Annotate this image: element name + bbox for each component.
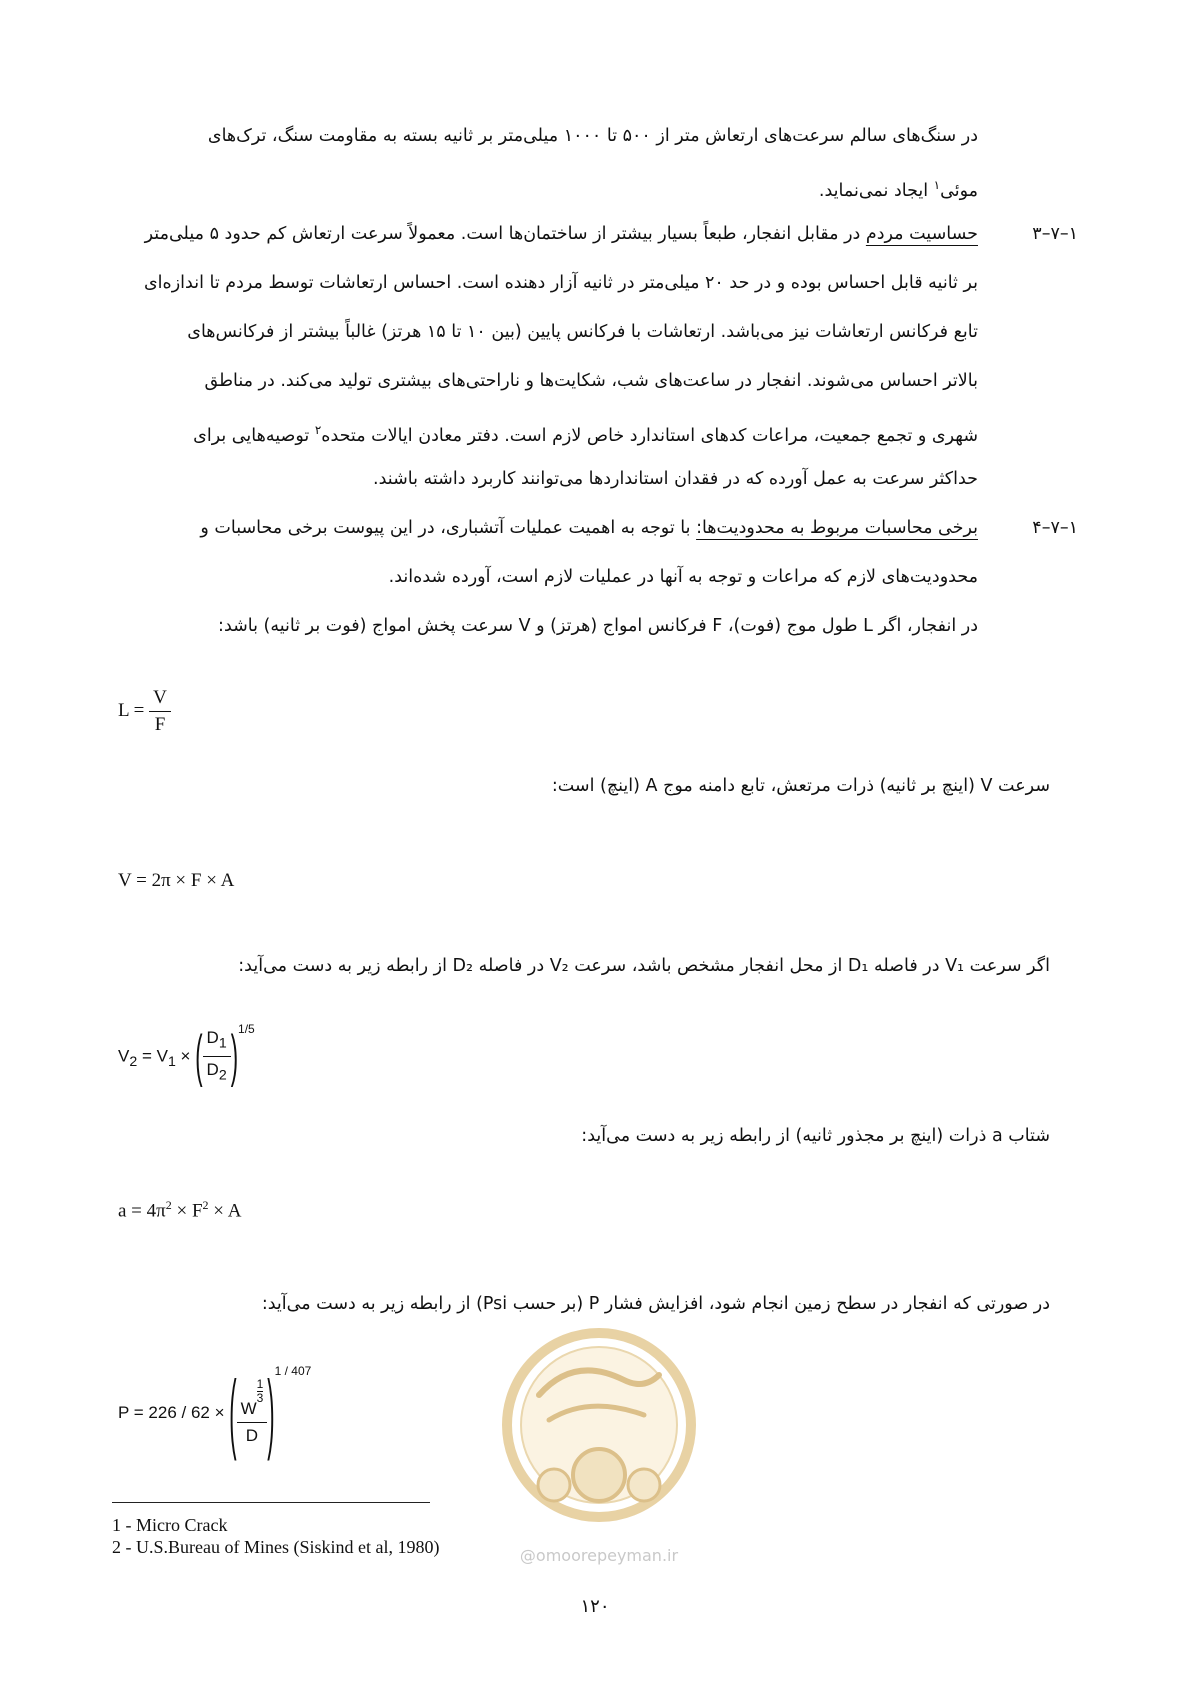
footnote-2: 2 - U.S.Bureau of Mines (Siskind et al, 1980): [112, 1537, 440, 1557]
formula-5-numerator: W $\frac{1}{3}$: [237, 1378, 268, 1423]
formula-5-exponent: 1 / 407: [274, 1364, 312, 1379]
acceleration-paragraph: شتاب a ذرات (اینچ بر مجذور ثانیه) از رابطه زیر به دست می‌آید:: [581, 1126, 1050, 1146]
page-number: ۱۲۰: [580, 1596, 610, 1617]
section-number-4: ۱–۷–۴: [1032, 518, 1078, 538]
formula-velocity: V = 2π × F × A: [118, 870, 235, 891]
section-3-line-3: تابع فرکانس ارتعاشات نیز می‌باشد. ارتعاشات با فرکانس پایین (بین ۱۰ تا ۱۵ هرتز) غالباً بیشتر از فرکانس‌های: [187, 322, 978, 342]
section-4-line-2: محدودیت‌های لازم که مراعات و توجه به آنها در عملیات لازم است، آورده شده‌اند.: [388, 567, 978, 587]
formula-distance-scaling: [118, 1021, 255, 1089]
formula-5-open-paren: (: [229, 1361, 237, 1462]
intro-line-1: در سنگ‌های سالم سرعت‌های ارتعاش متر از ۵۰۰ تا ۱۰۰۰ میلی‌متر بر ثانیه بسته به مقاومت سنگ، ترک‌های: [207, 126, 978, 146]
formula-3-times: ×: [175, 1046, 191, 1066]
watermark-text: @omoorepeyman.ir: [519, 1546, 679, 1565]
formula-3-v1-sub: 1: [167, 1053, 176, 1070]
formula-3-denominator: $D_2$: [206, 1060, 227, 1084]
formula-3-v2: V: [118, 1046, 130, 1066]
footnote-1: 1 - Micro Crack: [112, 1515, 228, 1535]
distance-paragraph: اگر سرعت V₁ در فاصله D₁ از محل انفجار مشخص باشد، سرعت V₂ در فاصله D₂ از رابطه زیر به دست می‌آید:: [238, 956, 1050, 976]
formula-pressure: [118, 1361, 312, 1462]
formula-3-close-paren: ): [230, 1023, 239, 1089]
section-3-line-4: بالاتر احساس می‌شوند. انفجار در ساعت‌های شب، شکایت‌ها و ناراحتی‌های بیشتری تولید می‌کند. در مناطق: [204, 371, 978, 391]
section-3-line-5: [108, 406, 978, 461]
footnote-ref-2: ۲: [314, 423, 322, 437]
formula-3-fraction: [203, 1025, 231, 1089]
formula-1-lhs: L =: [118, 699, 145, 721]
intro-rest: ایجاد نمی‌نماید.: [818, 180, 934, 201]
formula-5-denominator: D: [245, 1426, 259, 1445]
intro-term: موئی: [940, 180, 978, 201]
formula-3-v2-sub: 2: [129, 1053, 138, 1070]
section-3-line-2: بر ثانیه قابل احساس بوده و در حد ۲۰ میلی‌متر در ثانیه آزار دهنده است. احساس ارتعاشات توسط مردم تا اندازه‌ای: [143, 273, 978, 293]
section-4-title: برخی محاسبات مربوط به محدودیت‌ها:: [696, 518, 978, 538]
formula-3-open-paren: (: [195, 1023, 203, 1089]
watermark-emblem-icon: [494, 1325, 704, 1540]
formula-1-fraction: [149, 685, 171, 738]
section-3-text-5b: توصیه‌هایی برای: [193, 425, 315, 446]
section-3-title: حساسیت مردم: [865, 224, 978, 244]
formula-acceleration: $a = 4\pi^2 \times F^2 \times A$: [118, 1198, 242, 1222]
formula-5-lhs: P = 226 / 62 ×: [118, 1402, 225, 1422]
velocity-paragraph: سرعت V (اینچ بر ثانیه) ذرات مرتعش، تابع دامنه موج A (اینچ) است:: [551, 776, 1050, 796]
section-3-text-1: در مقابل انفجار، طبعاً بسیار بیشتر از ساختمان‌ها است. معمولاً سرعت ارتعاش کم حدود ۵ میلی‌متر: [144, 224, 866, 244]
section-3-text-5a: شهری و تجمع جمعیت، مراعات کدهای استاندارد خاص لازم است. دفتر معادن ایالات متحده: [321, 425, 978, 446]
section-4-line-3: در انفجار، اگر L طول موج (فوت)، F فرکانس امواج (هرتز) و V سرعت پخش امواج (فوت بر ثانیه) باشد:: [218, 616, 978, 636]
formula-wavelength: [118, 685, 171, 738]
formula-3-exponent: 1/5: [238, 1021, 255, 1036]
formula-3-numerator: $D_1$: [203, 1025, 231, 1057]
intro-line-2: [108, 161, 978, 216]
footnote-ref-1: ۱: [933, 178, 941, 192]
section-3-line-1: [108, 210, 978, 259]
formula-3-eq: = V: [137, 1046, 168, 1066]
formula-1-numerator: V: [149, 685, 171, 712]
pressure-paragraph: در صورتی که انفجار در سطح زمین انجام شود، افزایش فشار P (بر حسب Psi) از رابطه زیر به دست می‌آید:: [261, 1294, 1050, 1314]
formula-5-close-paren: ): [267, 1361, 275, 1462]
watermark-logo: [494, 1325, 704, 1565]
section-4-text-1: با توجه به اهمیت عملیات آتشباری، در این پیوست برخی محاسبات و: [200, 518, 697, 538]
section-3-line-6: حداکثر سرعت به عمل آورده که در فقدان استانداردها می‌توانند کاربرد داشته باشند.: [373, 469, 978, 489]
section-4-line-1: [108, 504, 978, 553]
footnote-separator: [112, 1502, 430, 1503]
formula-5-fraction: [237, 1378, 268, 1449]
formula-1-denominator: F: [154, 714, 166, 735]
section-number-3: ۱–۷–۳: [1032, 224, 1078, 244]
